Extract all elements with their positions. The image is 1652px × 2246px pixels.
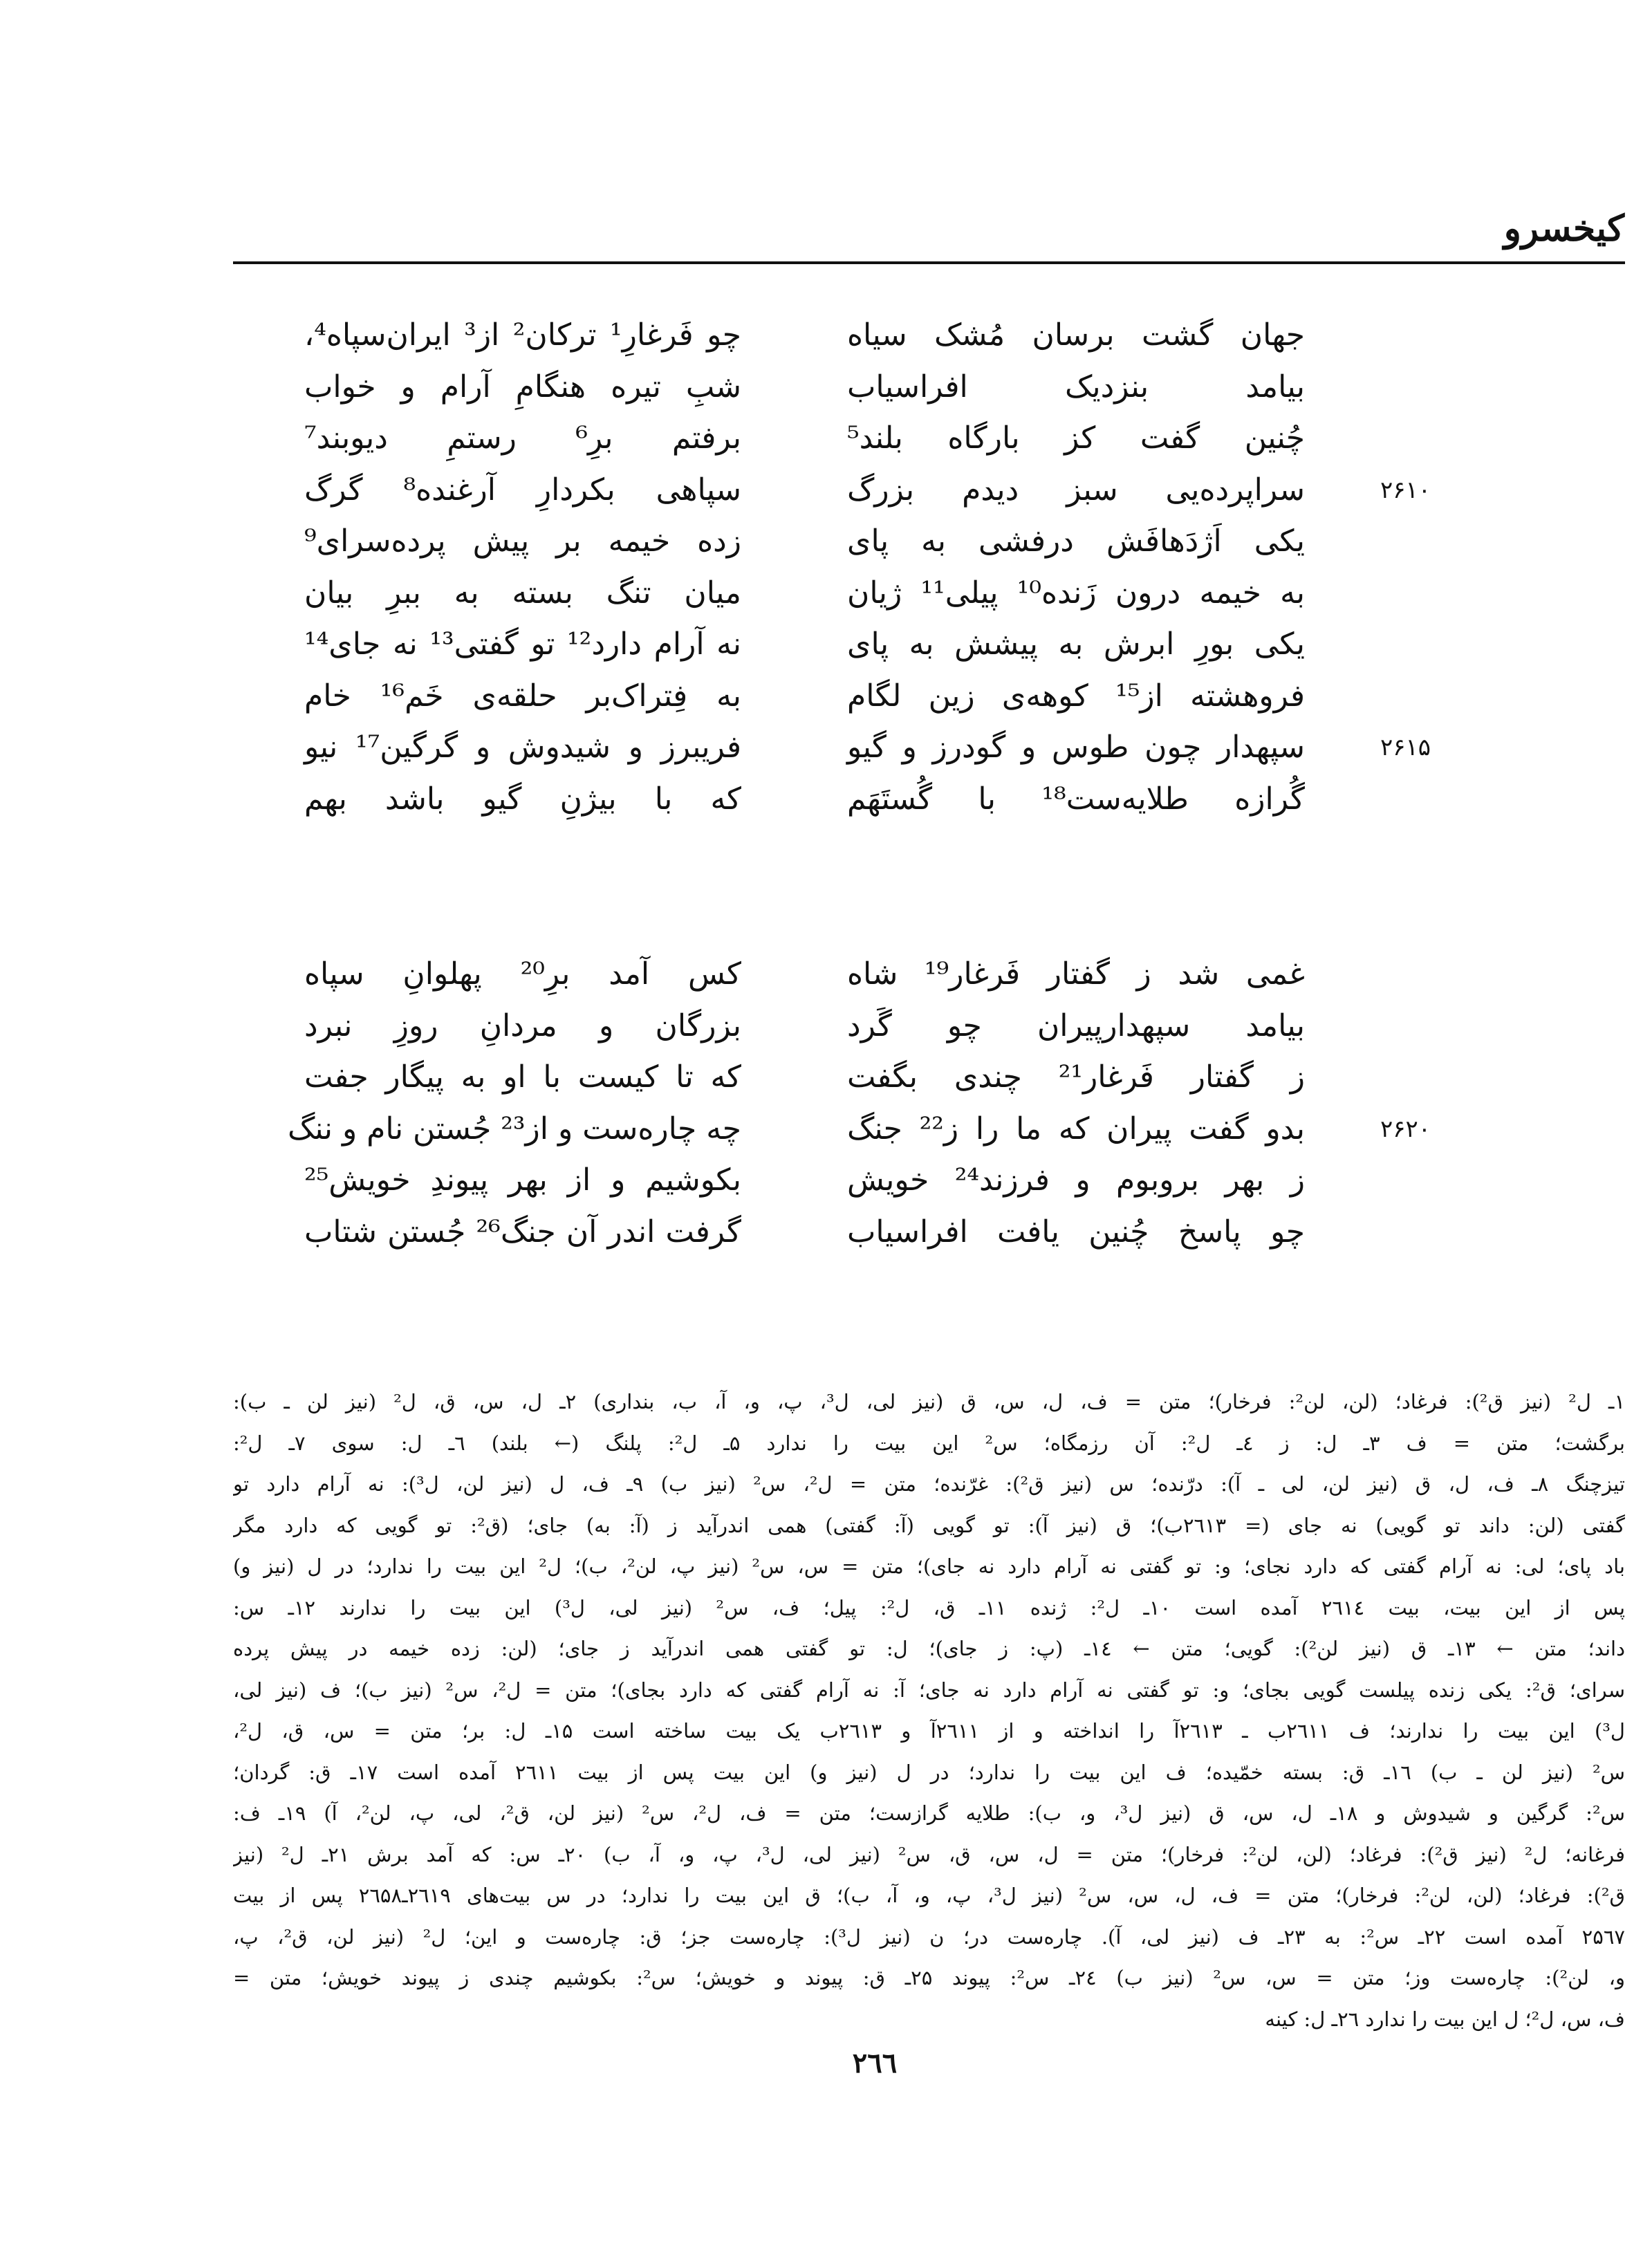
- hemistich-first: ز گفتار فَرغار²¹ چندی بگفت: [847, 1059, 1305, 1095]
- verse-line: [0, 619, 1652, 670]
- hemistich-first: ز بهر بروبوم و فرزند²⁴ خویش: [847, 1162, 1306, 1198]
- hemistich-first: بیامد بنزدیک افراسیاب: [847, 369, 1305, 405]
- footnote-line: س²: گرگین و شیدوش و ۱۸ـ ل، س، ق (نیز ل³، و، ب): طلایه گرازست؛ متن = ف، ل²، س² (نیز لن، ق²، لی، پ، لن²، آ) ۱۹ـ ف:: [233, 1801, 1625, 1825]
- footnote-line: برگشت؛ متن = ف ۳ـ ل: ز ٤ـ ل²: آن رزمگاه؛ س² این بیت را ندارد ۵ـ ل²: پلنگ (← بلند) ٦ـ ل: سوی ۷ـ ل²:: [233, 1431, 1625, 1455]
- hemistich-first: یکی بورِ ابرش به پیشش به پای: [847, 627, 1305, 662]
- verse-line: [0, 722, 1652, 773]
- hemistich-first: سراپرده‌یی سبز دیدم بزرگ: [847, 472, 1305, 508]
- hemistich-second: گرفت اندر آن جنگ²⁶ جُستن شتاب: [304, 1214, 741, 1250]
- hemistich-second: برفتم برِ⁶ رستمِ دیوبند⁷: [304, 420, 741, 456]
- verse-line: [0, 516, 1652, 567]
- footnote-line: س² (نیز لن ـ ب) ۱٦ـ ق: بسته خمّیده؛ ف این بیت را ندارد؛ در ل (نیز و) این بیت پس از بیت ۲٦۱۱ آمده است ۱۷ـ ق: گردان؛: [233, 1760, 1625, 1784]
- verse-line: [0, 465, 1652, 516]
- footnote-line: ۲۵٦۷ آمده است ۲۲ـ س²: به ۲۳ـ ف (نیز لی، آ). چاره‌ست در؛ ن (نیز ل³): چاره‌ست جز؛ ق: چاره‌ست و این؛ ل² (نیز لن، ق²، پ،: [233, 1924, 1625, 1949]
- verse-number: ۲۶۲۰: [1380, 1115, 1431, 1143]
- hemistich-first: یکی اَژدَهافَش درفشی به پای: [847, 523, 1305, 559]
- verse-line: [0, 1104, 1652, 1155]
- hemistich-first: سپهدار چون طوس و گودرز و گیو: [847, 730, 1305, 765]
- hemistich-second: چه چاره‌ست و از²³ جُستن نام و ننگ: [288, 1111, 741, 1147]
- footnote-line: پس از این بیت، بیت ۲٦۱٤ آمده است ۱۰ـ ل²: ژنده ۱۱ـ ق، ل²: پیل؛ ف، س² (نیز لی، ل³) این بیت را ندارند ۱۲ـ س:: [233, 1595, 1625, 1619]
- verse-line: [0, 1052, 1652, 1103]
- footnote-line: ل³) این بیت را ندارند؛ ف ۲٦۱۱ب ـ ۲٦۱۳آ را انداخته و از ۲٦۱۱آ و ۲٦۱۳ب یک بیت ساخته است ۱۵ـ ل: بر؛ متن = س، ق، ل²،: [233, 1719, 1625, 1743]
- hemistich-second: میان تنگ بسته به ببرِ بیان: [304, 575, 741, 611]
- footnote-line: تیزچنگ ۸ـ ف، ل، ق (نیز لن، لی ـ آ): درّنده؛ س (نیز ق²): غرّنده؛ متن = ل²، س² (نیز ب) ۹ـ ف، ل (نیز لن، ل³): نه آرام دارد تو: [233, 1472, 1625, 1496]
- verse-line: [0, 774, 1652, 825]
- hemistich-first: فروهشته از¹⁵ کوهه‌ی زین لگام: [847, 678, 1305, 714]
- footnote-line: گفتی (لن: داند تو گویی) نه جای (= ۲٦۱۳ب)؛ ق (نیز آ): تو گویی (آ: گفتی) همی اندرآید ز (آ: به) جای؛ (ق²: تو گویی که دارد مگر: [233, 1513, 1625, 1537]
- page-number: ۲٦٦: [852, 2047, 898, 2079]
- hemistich-first: بدو گفت پیران که ما را ز²² جنگ: [847, 1111, 1306, 1147]
- footnotes: [233, 1382, 1625, 2040]
- hemistich-first: گُرازه طلایه‌ست¹⁸ با گُستَهَم: [847, 781, 1305, 817]
- verse-line: [0, 671, 1652, 722]
- verse-line: [0, 1001, 1652, 1052]
- verse-line: [0, 362, 1652, 413]
- hemistich-second: که تا کیست با او به پیگار جفت: [304, 1059, 741, 1095]
- footnote-line: و، لن²): چاره‌ست وز؛ متن = س، س² (نیز ب) ۲٤ـ س²: پیوند ۲۵ـ ق: پیوند و خویش؛ س²: بکوشیم چندی ز پیوند خویش؛ متن =: [233, 1966, 1625, 1989]
- hemistich-second: به فِتراک‌بر حلقه‌ی خَم¹⁶ خام: [304, 678, 741, 714]
- hemistich-first: بیامد سپهدارپیران چو گَرد: [847, 1008, 1305, 1043]
- hemistich-first: غمی شد ز گفتار فَرغار¹⁹ شاه: [847, 956, 1306, 992]
- footnote-line: ف، س، ل²؛ ل این بیت را ندارد ۲٦ـ ل: کینه: [1265, 2007, 1625, 2031]
- verse-line: [0, 1155, 1652, 1206]
- hemistich-first: چو پاسخ چُنین یافت افراسیاب: [847, 1214, 1305, 1250]
- running-header: کیخسرو: [1503, 207, 1624, 250]
- hemistich-second: فریبرز و شیدوش و گرگین¹⁷ نیو: [304, 730, 741, 765]
- footnote-line: فرغانه؛ ل² (نیز ق²): فرغاد؛ (لن، لن²: فرخار)؛ متن = ل، س، ق، س² (نیز لی، ل³، پ، و، آ، ب) ۲۰ـ س: که آمد برش ۲۱ـ ل² (نیز: [233, 1842, 1625, 1866]
- footnote-line: داند؛ متن ← ۱۳ـ ق (نیز لن²): گویی؛ متن ← ۱٤ـ (پ: ز جای)؛ ل: تو گفتی همی اندرآید ز جای؛ (لن: زده خیمه در پیش پرده: [233, 1637, 1625, 1660]
- verse-line: [0, 1207, 1652, 1258]
- verse-number: ۲۶۱۵: [1380, 734, 1431, 761]
- footnote-line: ق²): فرغاد؛ (لن، لن²: فرخار)؛ متن = ف، ل، س، س² (نیز ل³، پ، و، آ، ب)؛ ق این بیت را ندارد؛ در س بیت‌های ۲٦۱۹ـ۲٦۵۸ پس از بیت: [233, 1884, 1625, 1907]
- verse-line: [0, 949, 1652, 1000]
- hemistich-second: شبِ تیره هنگامِ آرام و خواب: [304, 369, 741, 405]
- verse-line: [0, 413, 1652, 464]
- hemistich-second: چو فَرغارِ¹ ترکان² از³ ایران‌سپاه⁴،: [304, 317, 741, 353]
- hemistich-second: بکوشیم و از بهر پیوندِ خویش²⁵: [304, 1162, 741, 1198]
- header-rule: [233, 261, 1625, 264]
- hemistich-second: که با بیژنِ گیو باشد بهم: [304, 781, 741, 817]
- hemistich-second: زده خیمه بر پیش پرده‌سرای⁹: [304, 523, 741, 559]
- verse-line: [0, 568, 1652, 619]
- footnote-line: ۱ـ ل² (نیز ق²): فرغاد؛ (لن، لن²: فرخار)؛ متن = ف، ل، س، ق (نیز لی، ل³، پ، و، آ، ب، بنداری) ۲ـ ل، س، ق، ل² (نیز لن ـ ب):: [233, 1390, 1625, 1413]
- hemistich-first: به خیمه درون زَنده¹⁰ پیلی¹¹ ژیان: [847, 575, 1306, 611]
- hemistich-second: نه آرام دارد¹² تو گفتی¹³ نه جای¹⁴: [304, 627, 741, 662]
- hemistich-second: سپاهی بکردارِ آرغنده⁸ گرگ: [304, 472, 741, 508]
- verse-line: [0, 310, 1652, 361]
- verse-number: ۲۶۱۰: [1380, 476, 1431, 504]
- hemistich-first: چُنین گفت کز بارگاه بلند⁵: [847, 420, 1305, 456]
- hemistich-second: بزرگان و مردانِ روزِ نبرد: [304, 1008, 741, 1043]
- footnote-line: باد پای؛ لی: نه آرام گفتی که دارد نجای؛ و: تو گفتی نه آرام دارد نه جای)؛ متن = س، س² (نیز پ، لن²، ب)؛ ل² این بیت را ندارد؛ در ل (نیز و): [233, 1554, 1625, 1578]
- hemistich-second: کس آمد برِ²⁰ پهلوانِ سپاه: [304, 956, 741, 992]
- footnote-line: سرای؛ ق²: یکی زنده پیلست گویی بجای؛ و: تو گفتی نه آرام دارد نه جای؛ آ: نه آرام گفتی که دارد بجای)؛ متن = ل²، س² (نیز ب)؛ ف (نیز لی،: [233, 1678, 1625, 1702]
- hemistich-first: جهان گشت برسان مُشک سیاه: [847, 317, 1305, 353]
